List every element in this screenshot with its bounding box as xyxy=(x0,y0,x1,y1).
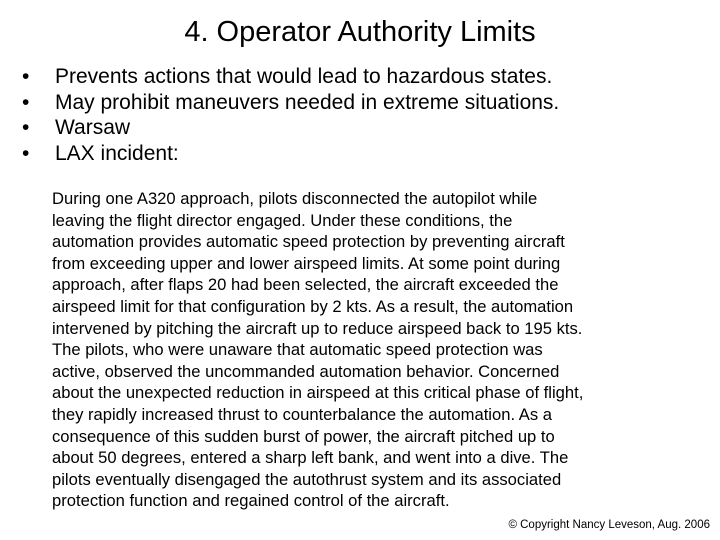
bullet-marker: • xyxy=(22,141,30,165)
bullet-marker: • xyxy=(22,116,30,139)
bullet-item xyxy=(22,64,702,90)
incident-line: leaving the flight director engaged. Under these conditions, the xyxy=(52,210,513,230)
bullet-text: LAX incident: xyxy=(55,141,179,165)
bullet-marker: • xyxy=(22,90,30,114)
incident-line: airspeed limit for that configuration by 2 kts. As a result, the automation xyxy=(52,296,574,316)
incident-line: about 50 degrees, entered a sharp left bank, and went into a dive. The xyxy=(52,448,569,468)
copyright-notice: © Copyright Nancy Leveson, Aug. 2006 xyxy=(508,519,710,531)
bullet-item xyxy=(22,90,702,116)
bullet-text: Warsaw xyxy=(55,116,131,139)
incident-line: active, observed the uncommanded automation behavior. Concerned xyxy=(52,361,560,381)
incident-line: approach, after flaps 20 had been selected, the aircraft exceeded the xyxy=(52,275,559,295)
incident-line: intervened by pitching the aircraft up to reduce airspeed back to 195 kts. xyxy=(52,318,583,338)
bullet-text: Prevents actions that would lead to hazardous states. xyxy=(55,65,553,88)
incident-line: consequence of this sudden burst of power, the aircraft pitched up to xyxy=(52,426,555,446)
incident-paragraph xyxy=(52,188,712,512)
bullet-item xyxy=(22,115,702,141)
bullet-marker: • xyxy=(22,65,30,88)
slide-title: 4. Operator Authority Limits xyxy=(184,16,536,48)
bullet-item xyxy=(22,141,702,167)
incident-line: they rapidly increased thrust to counterbalance the automation. As a xyxy=(52,404,552,424)
incident-line: from exceeding upper and lower airspeed limits. At some point during xyxy=(52,253,561,273)
incident-line: During one A320 approach, pilots disconnected the autopilot while xyxy=(52,189,538,208)
bullet-list xyxy=(22,64,702,166)
incident-line: pilots eventually disengaged the autothrust system and its associated xyxy=(52,469,562,489)
incident-line: protection function and regained control of the aircraft. xyxy=(52,491,450,511)
bullet-text: May prohibit maneuvers needed in extreme situations. xyxy=(55,90,560,114)
incident-line: The pilots, who were unaware that automatic speed protection was xyxy=(52,340,543,360)
incident-line: automation provides automatic speed protection by preventing aircraft xyxy=(52,232,565,252)
incident-line: about the unexpected reduction in airspeed at this critical phase of flight, xyxy=(52,383,584,403)
